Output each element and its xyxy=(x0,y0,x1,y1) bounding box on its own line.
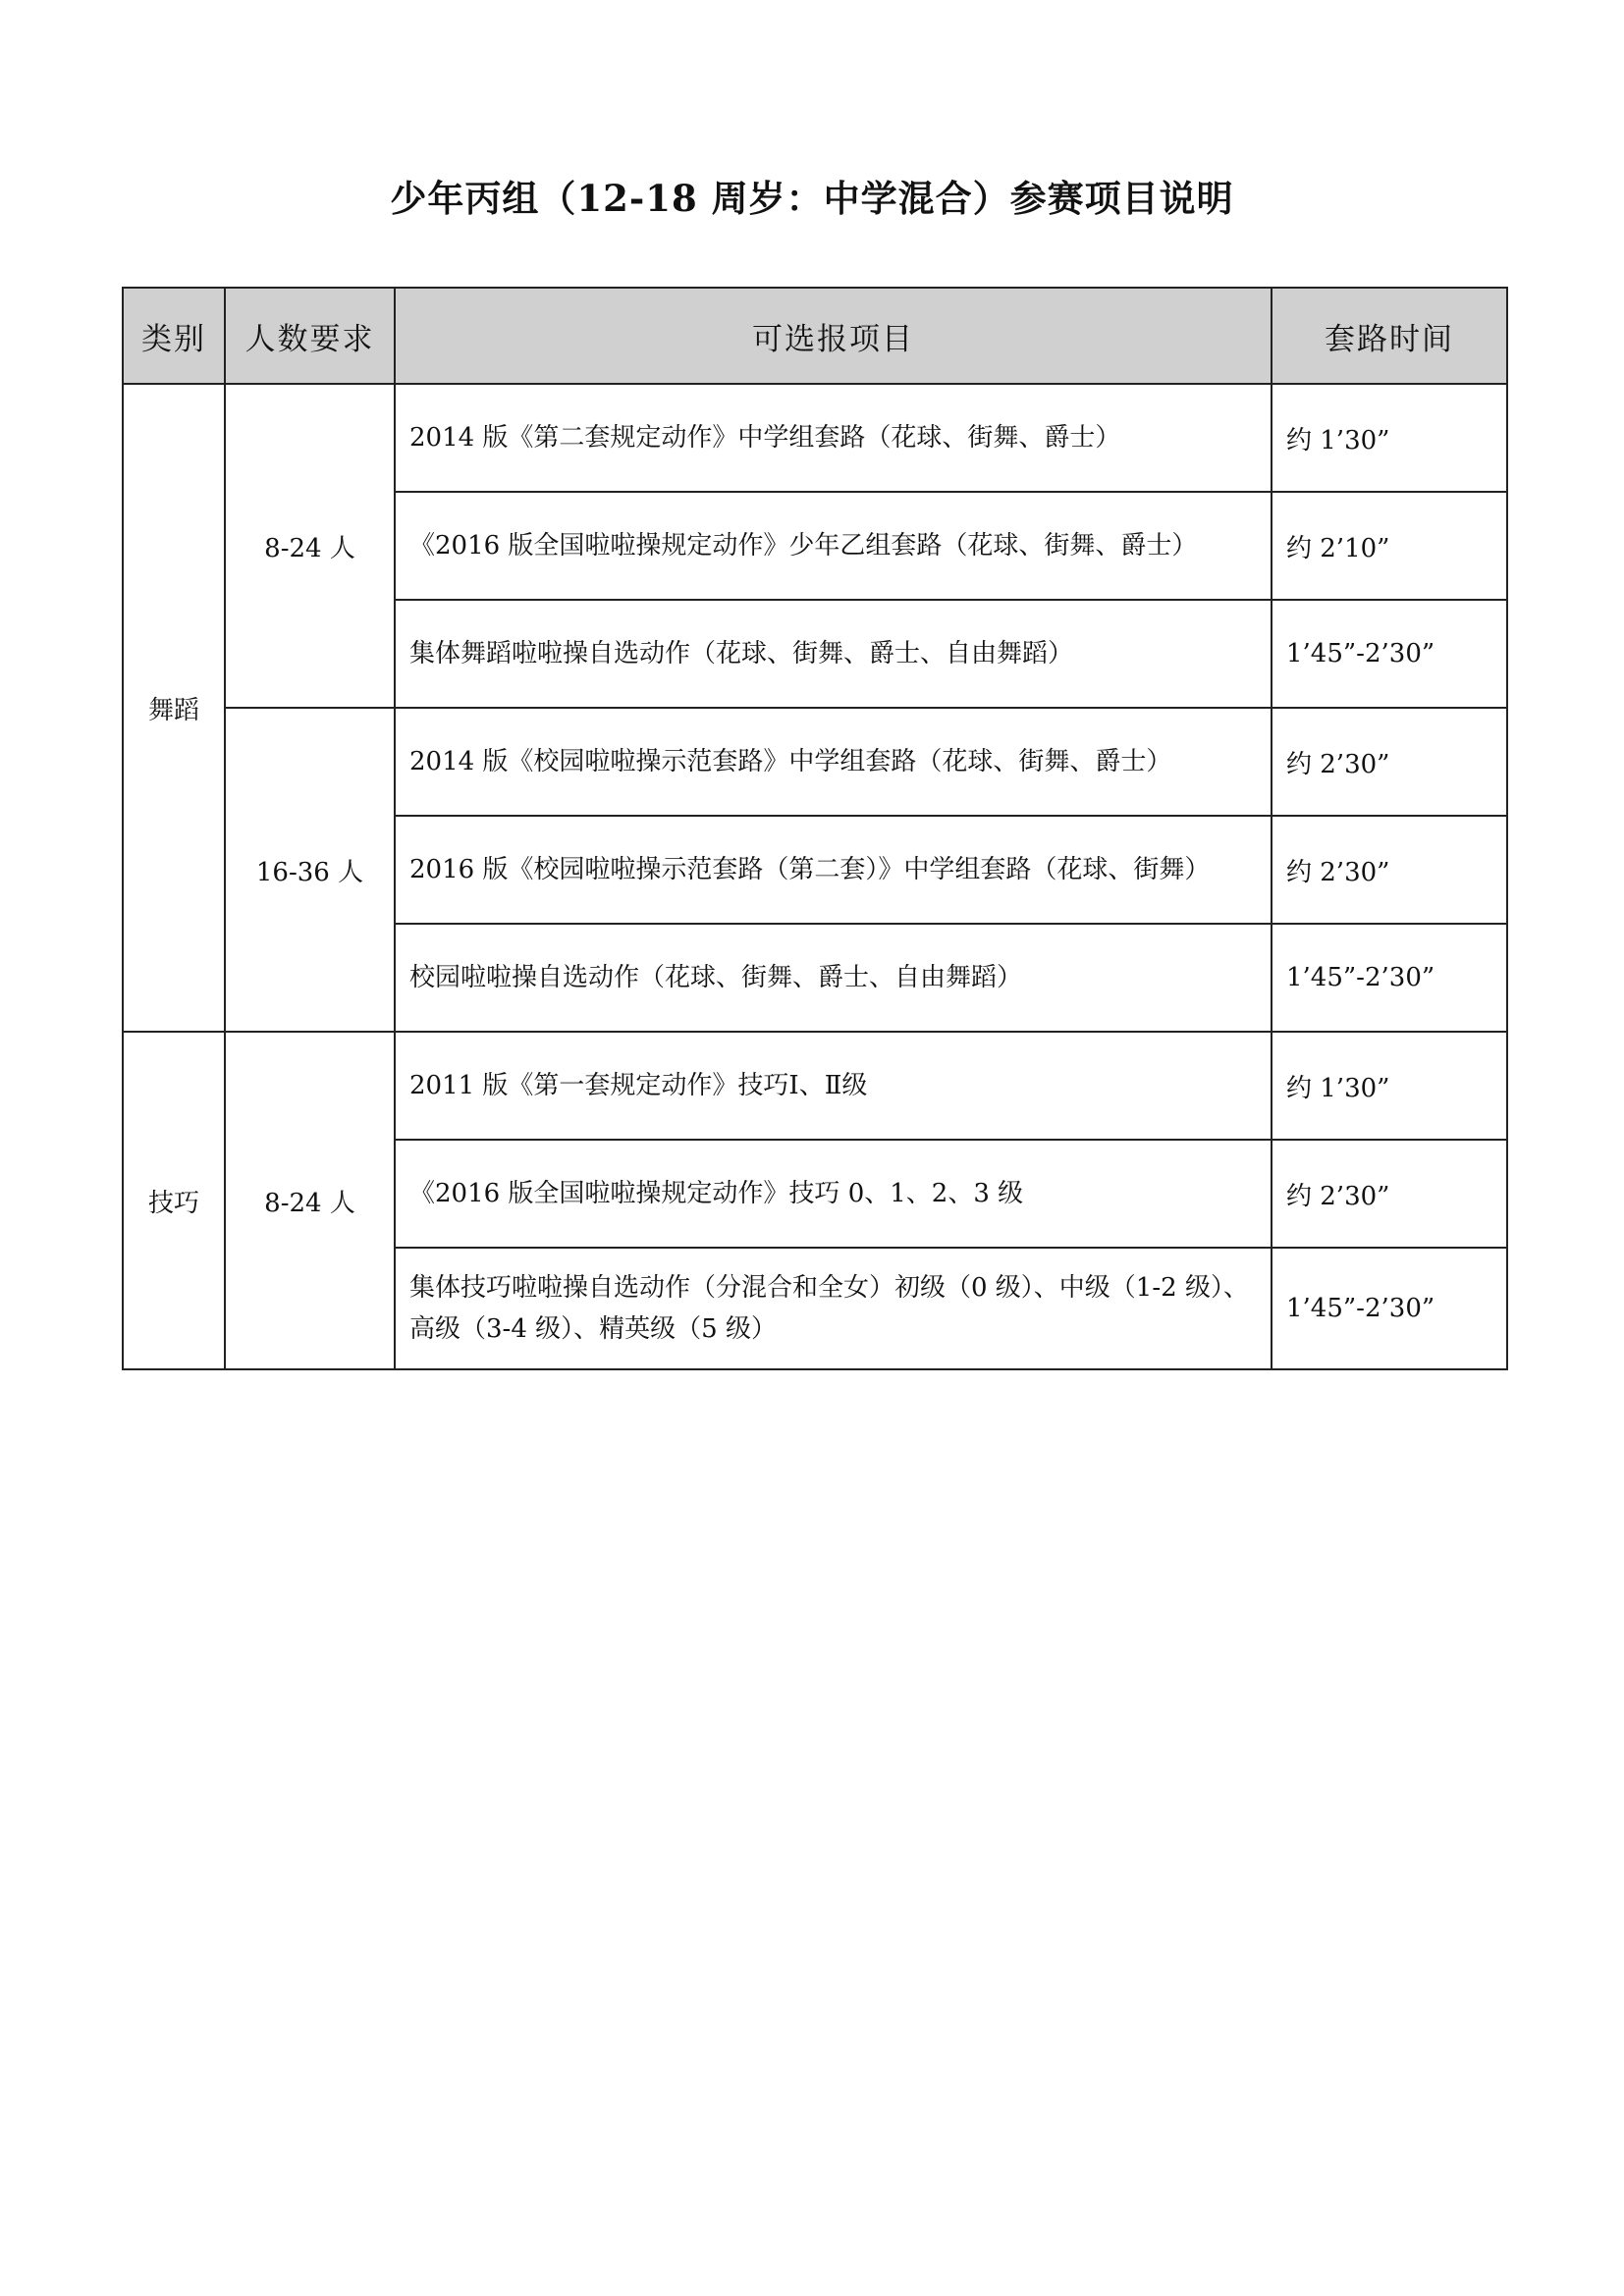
time-cell: 约 2’10” xyxy=(1272,492,1507,600)
events-table xyxy=(122,287,1508,1370)
item-cell: 集体技巧啦啦操自选动作（分混合和全女）初级（0 级）、中级（1-2 级）、高级（3-4 级）、精英级（5 级） xyxy=(395,1248,1272,1369)
people-skill-a: 8-24 人 xyxy=(225,1032,395,1369)
table-row xyxy=(123,384,1507,492)
item-cell: 《2016 版全国啦啦操规定动作》技巧 0、1、2、3 级 xyxy=(395,1140,1272,1248)
time-cell: 1’45”-2’30” xyxy=(1272,924,1507,1032)
time-cell: 约 2’30” xyxy=(1272,1140,1507,1248)
item-cell: 2011 版《第一套规定动作》技巧Ⅰ、Ⅱ级 xyxy=(395,1032,1272,1140)
people-dance-a: 8-24 人 xyxy=(225,384,395,708)
time-cell: 1’45”-2’30” xyxy=(1272,1248,1507,1369)
item-cell: 校园啦啦操自选动作（花球、街舞、爵士、自由舞蹈） xyxy=(395,924,1272,1032)
table-row xyxy=(123,1032,1507,1140)
table-row xyxy=(123,708,1507,816)
item-cell: 2014 版《第二套规定动作》中学组套路（花球、街舞、爵士） xyxy=(395,384,1272,492)
category-dance: 舞蹈 xyxy=(123,384,225,1032)
people-dance-b: 16-36 人 xyxy=(225,708,395,1032)
header-people: 人数要求 xyxy=(225,288,395,384)
item-cell: 2014 版《校园啦啦操示范套路》中学组套路（花球、街舞、爵士） xyxy=(395,708,1272,816)
header-time: 套路时间 xyxy=(1272,288,1507,384)
page-title: 少年丙组（12-18 周岁：中学混合）参赛项目说明 xyxy=(390,177,1234,220)
item-cell: 集体舞蹈啦啦操自选动作（花球、街舞、爵士、自由舞蹈） xyxy=(395,600,1272,708)
item-cell: 2016 版《校园啦啦操示范套路（第二套）》中学组套路（花球、街舞） xyxy=(395,816,1272,924)
item-cell: 《2016 版全国啦啦操规定动作》少年乙组套路（花球、街舞、爵士） xyxy=(395,492,1272,600)
category-skill: 技巧 xyxy=(123,1032,225,1369)
time-cell: 约 1’30” xyxy=(1272,384,1507,492)
time-cell: 1’45”-2’30” xyxy=(1272,600,1507,708)
header-items: 可选报项目 xyxy=(395,288,1272,384)
time-cell: 约 2’30” xyxy=(1272,816,1507,924)
time-cell: 约 1’30” xyxy=(1272,1032,1507,1140)
header-category: 类别 xyxy=(123,288,225,384)
time-cell: 约 2’30” xyxy=(1272,708,1507,816)
table-header-row xyxy=(123,288,1507,384)
